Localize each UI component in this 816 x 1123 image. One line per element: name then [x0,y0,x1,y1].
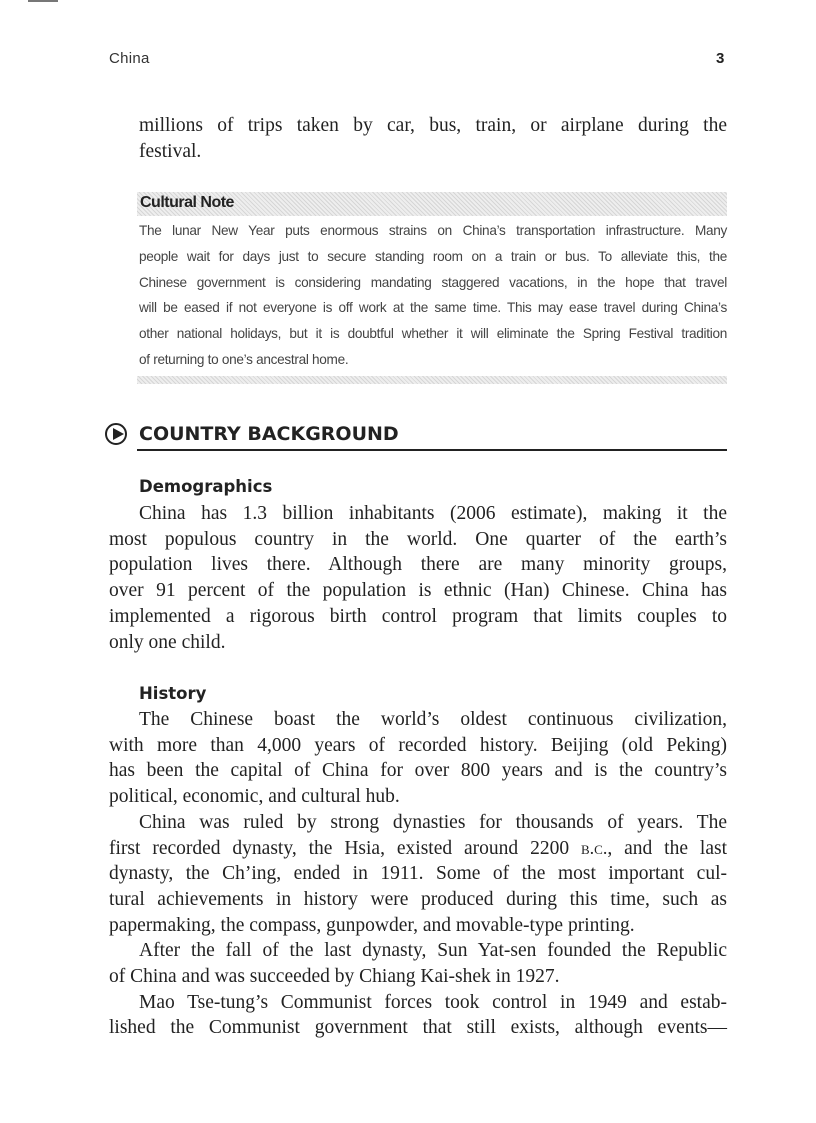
history-text: The Chinese boast the world’s oldest continuous civilization, with more than 4,000 years of recorded history. Beijing (old Peking) has been the capital of China for over 800 years and is the country’s political, economic, and cultural hub. China was ruled by strong dynasties for thousands of years. The first recorded dynasty, the Hsia, existed around 2200 b.c., and the last dynasty, the Ch’ing, ended in 1911. Some of the most important cul- tural achievements in history were produced during this time, such as papermaking, the compass, gunpowder, and movable-type printing. After the fall of the last dynasty, Sun Yat-sen founded the Republic of China and was succeeded by Chiang Kai-shek in 1927. Mao Tse-tung’s Communist forces took control in 1949 and estab- lished the Communist government that still exists, although events— [109,709,727,1039]
demographics-heading: Demographics [139,477,273,496]
note-title: Cultural Note [140,194,234,211]
demographics-paragraph: China has 1.3 billion inhabitants (2006 estimate), making it the most populous country in the world. One quarter of the earth’s population lives there. Although there are many minority groups, over 91 percent of the population is ethnic (Han) Chinese. China has implemented a rigorous birth control program that limits couples to only one child. [109,503,727,653]
page-number: 3 [716,50,725,67]
intro-paragraph: millions of trips taken by car, bus, train, or airplane during the festival. [139,115,727,162]
section-title: COUNTRY BACKGROUND [139,423,399,445]
section-rule [137,449,727,451]
history-heading: History [139,684,207,703]
play-circle-icon [105,423,127,445]
note-bottom-bar [137,376,727,384]
running-head: China [109,50,150,67]
crop-mark [28,0,58,2]
cultural-note-box [137,192,727,384]
note-body: The lunar New Year puts enormous strains on China’s transportation infrastructure. Many people wait for days just to secure standing room on a train or bus. To alleviate this, the Chinese government is considering mandating staggered vacations, in the hope that travel will be eased if not everyone is off work at the same time. This may ease travel during China’s other national holidays, but it is doubtful whether it will eliminate the Spring Festival tradition of returning to one’s ancestral home. [139,223,727,367]
